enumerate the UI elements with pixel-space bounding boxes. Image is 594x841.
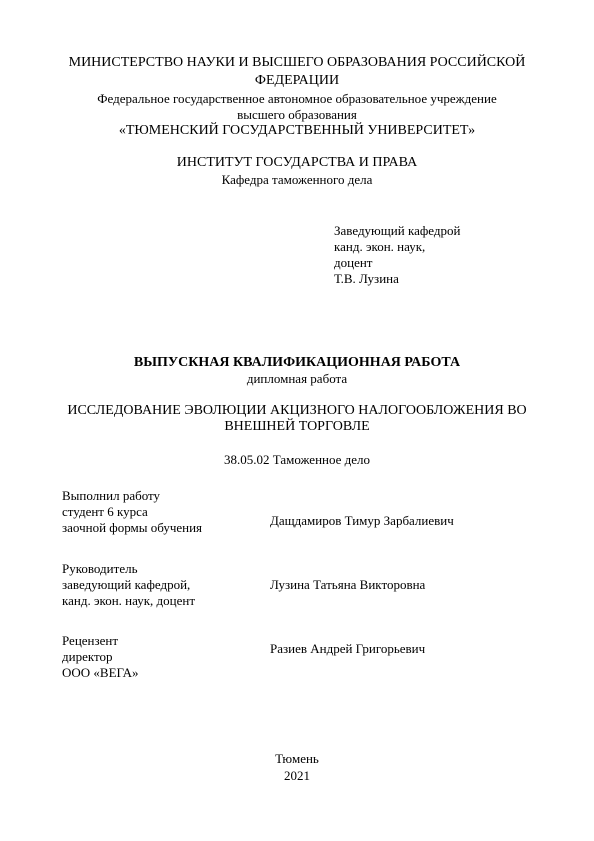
specialty: 38.05.02 Таможенное дело xyxy=(223,452,371,467)
author-label-line-3: заочной формы обучения xyxy=(62,520,203,535)
institution-line-1: Федеральное государственное автономное образовательное учреждение xyxy=(97,91,497,106)
work-type: ВЫПУСКНАЯ КВАЛИФИКАЦИОННАЯ РАБОТА xyxy=(133,355,461,370)
approval-line-3: доцент xyxy=(334,255,373,270)
author-name: Дащдамиров Тимур Зарбалиевич xyxy=(270,513,454,528)
author-label-line-1: Выполнил работу xyxy=(62,488,161,503)
approval-line-2: канд. экон. наук, xyxy=(334,239,426,254)
city: Тюмень xyxy=(275,751,319,766)
year: 2021 xyxy=(284,768,310,783)
approval-line-4: Т.В. Лузина xyxy=(334,271,399,286)
supervisor-name: Лузина Татьяна Викторовна xyxy=(270,577,426,592)
author-label-line-2: студент 6 курса xyxy=(62,504,148,519)
reviewer-label-line-2: директор xyxy=(62,649,113,664)
work-title-line-1: ИССЛЕДОВАНИЕ ЭВОЛЮЦИИ АКЦИЗНОГО НАЛОГООБЛОЖЕНИЯ ВО xyxy=(67,403,527,418)
institution-line-2: высшего образования xyxy=(237,107,357,122)
institute-name: ИНСТИТУТ ГОСУДАРСТВА И ПРАВА xyxy=(176,155,418,170)
supervisor-label-line-3: канд. экон. наук, доцент xyxy=(62,593,196,608)
reviewer-label-line-3: ООО «ВЕГА» xyxy=(62,665,139,680)
approval-line-1: Заведующий кафедрой xyxy=(334,223,461,238)
work-title-line-2: ВНЕШНЕЙ ТОРГОВЛЕ xyxy=(224,419,370,434)
ministry-line-1: МИНИСТЕРСТВО НАУКИ И ВЫСШЕГО ОБРАЗОВАНИЯ РОССИЙСКОЙ xyxy=(68,55,526,70)
supervisor-label-line-2: заведующий кафедрой, xyxy=(62,577,191,592)
university-name: «ТЮМЕНСКИЙ ГОСУДАРСТВЕННЫЙ УНИВЕРСИТЕТ» xyxy=(118,123,476,138)
department-name: Кафедра таможенного дела xyxy=(221,172,373,187)
supervisor-label-line-1: Руководитель xyxy=(62,561,138,576)
work-subtype: дипломная работа xyxy=(246,371,348,386)
reviewer-label-line-1: Рецензент xyxy=(62,633,119,648)
ministry-line-2: ФЕДЕРАЦИИ xyxy=(254,73,340,88)
reviewer-name: Разиев Андрей Григорьевич xyxy=(270,641,426,656)
